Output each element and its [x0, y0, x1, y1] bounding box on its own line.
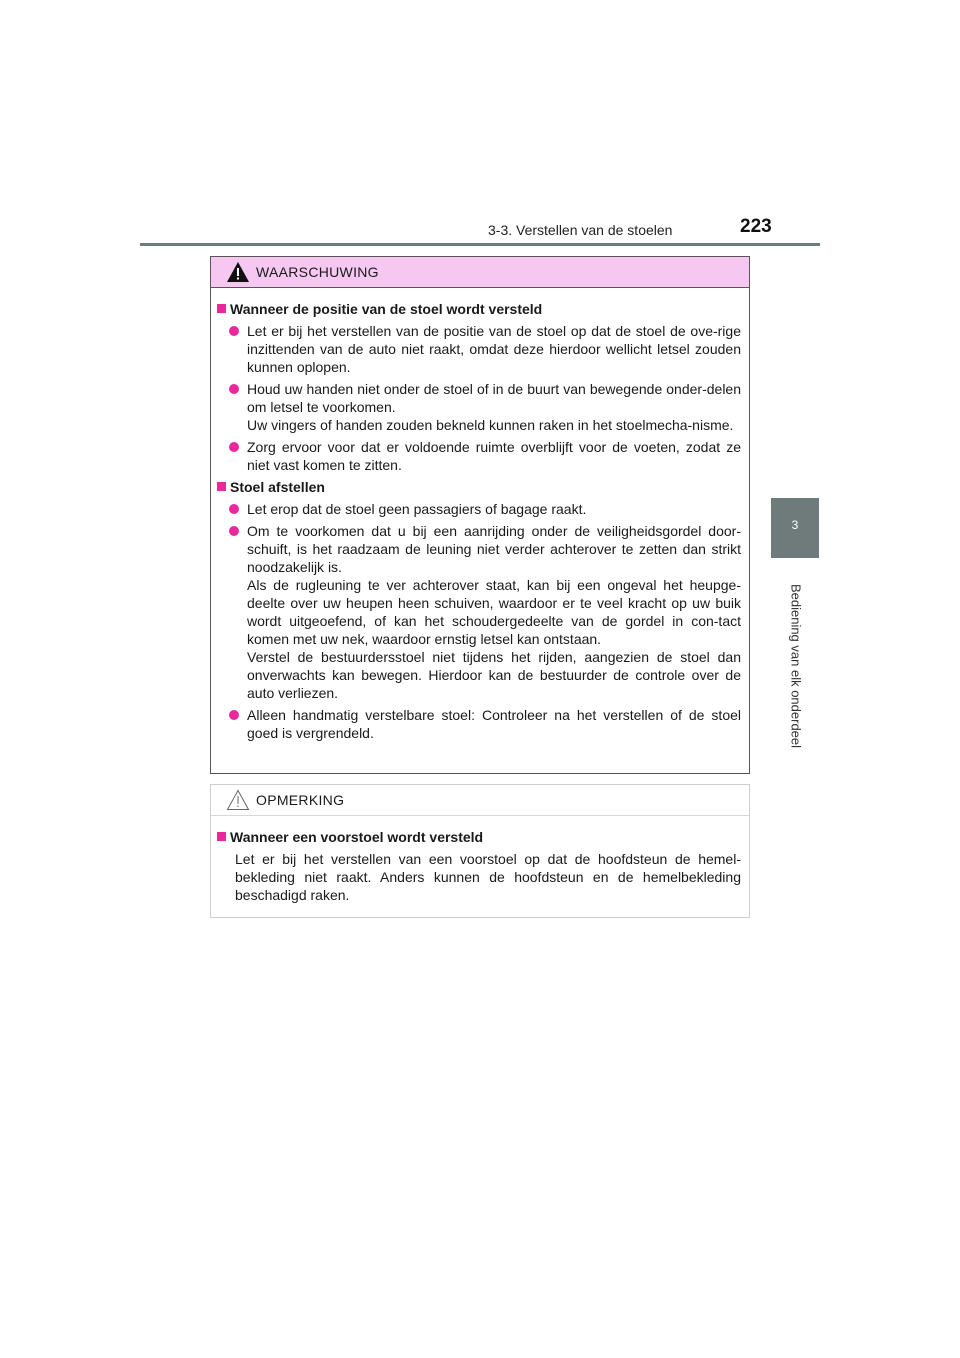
round-bullet-icon [229, 442, 239, 452]
round-bullet-icon [229, 710, 239, 720]
header-divider [140, 243, 820, 246]
list-item: Let erop dat de stoel geen passagiers of bagage raakt. [229, 500, 741, 518]
list-item: Alleen handmatig verstelbare stoel: Controleer na het verstellen of de stoel goed is vergrendeld. [229, 706, 741, 742]
section-heading: Wanneer een voorstoel wordt versteld [217, 828, 741, 846]
round-bullet-icon [229, 526, 239, 536]
note-title: OPMERKING [256, 792, 345, 808]
section-heading: Wanneer de positie van de stoel wordt versteld [217, 300, 741, 318]
round-bullet-icon [229, 326, 239, 336]
square-bullet-icon [217, 482, 226, 491]
square-bullet-icon [217, 832, 226, 841]
chapter-tab [771, 498, 819, 558]
warning-triangle-icon [226, 261, 250, 283]
list-item: Houd uw handen niet onder de stoel of in de buurt van bewegende onder-delen om letsel te voorkomen. Uw vingers of handen zouden bekneld kunnen raken in het stoelmecha-nisme. [229, 380, 741, 434]
note-content [211, 816, 749, 904]
warning-content [211, 288, 749, 742]
list-item: Zorg ervoor voor dat er voldoende ruimte overblijft voor de voeten, zodat ze niet vast komen te zitten. [229, 438, 741, 474]
page-number: 223 [740, 216, 772, 237]
note-text: Let er bij het verstellen van een voorstoel op dat de hoofdsteun de hemel-bekleding niet raakt. Anders kunnen de hoofdsteun en de hemelbekleding beschadigd raken. [235, 851, 741, 903]
round-bullet-icon [229, 504, 239, 514]
square-bullet-icon [217, 304, 226, 313]
warning-title: WAARSCHUWING [256, 264, 379, 280]
warning-header [211, 257, 749, 288]
chapter-number: 3 [791, 518, 799, 532]
section-heading: Stoel afstellen [217, 478, 741, 496]
section-title: 3-3. Verstellen van de stoelen [488, 222, 673, 238]
chapter-label: Bediening van elk onderdeel [788, 583, 804, 749]
note-header [211, 785, 749, 816]
round-bullet-icon [229, 384, 239, 394]
list-item: Let er bij het verstellen van de positie van de stoel op dat de stoel de ove-rige inzittenden van de auto niet raakt, omdat deze hierdoor wellicht letsel zouden kunnen oplopen. [229, 322, 741, 376]
note-box [210, 784, 750, 918]
warning-box [210, 256, 750, 774]
caution-triangle-icon [226, 789, 250, 811]
list-item: Om te voorkomen dat u bij een aanrijding onder de veiligheidsgordel door-schuift, is het raadzaam de leuning niet verder achterover te zetten dan strikt noodzakelijk is. Als de rugleuning te ver achterover staat, kan bij een ongeval het heupge-deelte over uw heupen heen schuiven, waardoor er te veel kracht op uw buik wordt uitgeoefend, of kan het schoudergedeelte van de gordel in con-tact komen met uw nek, waardoor ernstig letsel kan ontstaan. Verstel de bestuurdersstoel niet tijdens het rijden, aangezien de stoel dan onverwachts kan bewegen. Hierdoor kan de bestuurder de controle over de auto verliezen. [229, 522, 741, 702]
